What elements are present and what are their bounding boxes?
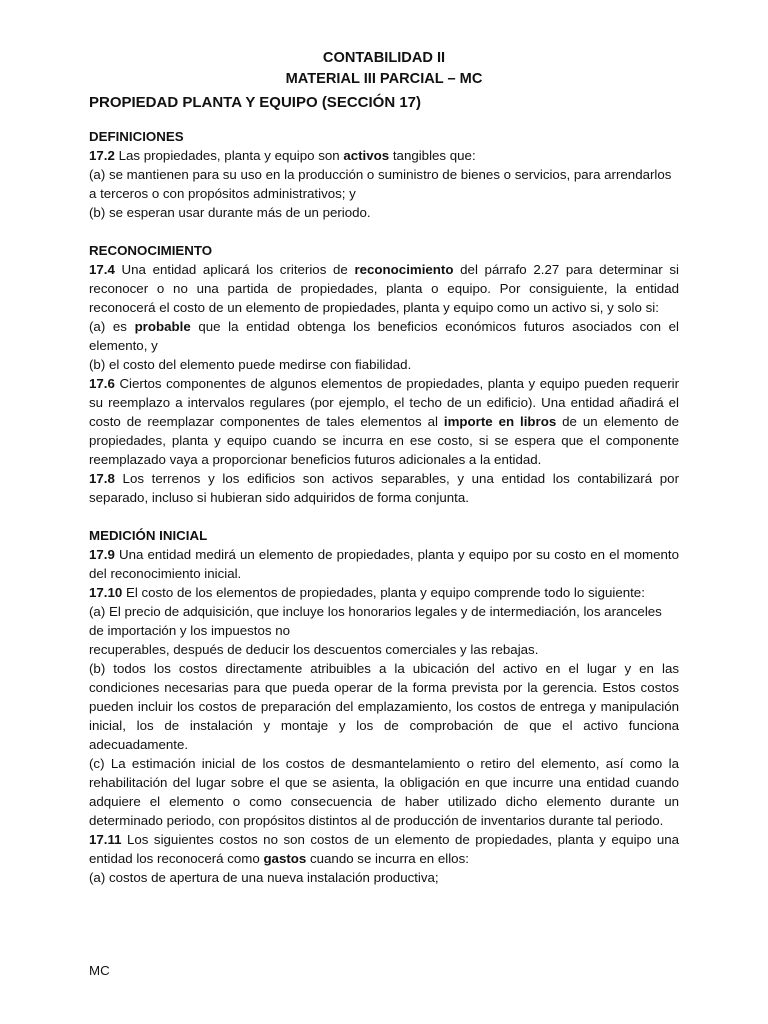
list-item: (a) costos de apertura de una nueva instalación productiva; xyxy=(89,870,439,885)
paragraph-number: 17.10 xyxy=(89,585,123,600)
paragraph-number: 17.4 xyxy=(89,262,115,277)
document-title: PROPIEDAD PLANTA Y EQUIPO (SECCIÓN 17) xyxy=(89,94,421,111)
list-item-continuation: recuperables, después de deducir los descuentos comerciales y las rebajas. xyxy=(89,642,539,657)
list-item: (a) es probable que la entidad obtenga los beneficios económicos futuros asociados con el elemento, y xyxy=(89,319,680,353)
paragraph-number: 17.8 xyxy=(89,471,115,486)
section-heading-definiciones: DEFINICIONES xyxy=(89,129,184,144)
bold-term: activos xyxy=(343,148,390,163)
course-title: CONTABILIDAD II xyxy=(322,50,446,66)
list-item: (a) se mantienen para su uso en la producción o suministro de bienes o servicios, para arrendarlos a terceros o con propósitos administrativos; y xyxy=(89,167,672,201)
paragraph-17-2: 17.2 Las propiedades, planta y equipo son activos tangibles que: xyxy=(89,148,476,163)
page-footer: MC xyxy=(89,963,110,978)
list-item: (b) se esperan usar durante más de un periodo. xyxy=(89,205,371,220)
section-heading-reconocimiento: RECONOCIMIENTO xyxy=(89,243,213,258)
paragraph-17-6: 17.6 Ciertos componentes de algunos elementos de propiedades, planta y equipo pueden requerir su reemplazo a intervalos regulares (por ejemplo, el techo de un edificio). Una entidad añadirá el costo de reemplazar componentes de tales elementos al importe en libros de un elemento de propiedades, planta y equipo cuando se incurra en ese costo, si se espera que el componente reemplazado vaya a proporcionar beneficios futuros adicionales a la entidad. xyxy=(89,376,680,467)
paragraph-17-8: 17.8 Los terrenos y los edificios son activos separables, y una entidad los contabilizará por separado, incluso si hubieran sido adquiridos de forma conjunta. xyxy=(89,471,679,505)
paragraph-17-9: 17.9 Una entidad medirá un elemento de propiedades, planta y equipo por su costo en el momento del reconocimiento inicial. xyxy=(89,547,679,581)
bold-term: reconocimiento xyxy=(354,262,454,277)
list-item: (c) La estimación inicial de los costos de desmantelamiento o retiro del elemento, así como la rehabilitación del lugar sobre el que se asienta, la obligación en que incurre una entidad cuando adquiere el elemento o como consecuencia de haber utilizado dicho elemento durante un determinado periodo, con propósitos distintos al de producción de inventarios durante tal periodo. xyxy=(89,756,679,828)
list-item: (b) todos los costos directamente atribuibles a la ubicación del activo en el lugar y en las condiciones necesarias para que pueda operar de la forma prevista por la gerencia. Estos costos pueden incluir los costos de preparación del emplazamiento, los costos de entrega y manipulación inicial, los de instalación y montaje y los de comprobación de que el activo funciona adecuadamente. xyxy=(89,661,679,752)
bold-term: probable xyxy=(134,319,191,334)
paragraph-number: 17.9 xyxy=(89,547,115,562)
list-item: (a) El precio de adquisición, que incluye los honorarios legales y de intermediación, los aranceles de importación y los impuestos no xyxy=(89,604,662,638)
list-item: (b) el costo del elemento puede medirse con fiabilidad. xyxy=(89,357,412,372)
paragraph-number: 17.2 xyxy=(89,148,115,163)
paragraph-17-11: 17.11 Los siguientes costos no son costos de un elemento de propiedades, planta y equipo una entidad los reconocerá como gastos cuando se incurra en ellos: xyxy=(89,832,679,866)
paragraph-number: 17.6 xyxy=(89,376,115,391)
section-heading-medicion-inicial: MEDICIÓN INICIAL xyxy=(89,528,208,543)
paragraph-17-10: 17.10 El costo de los elementos de propiedades, planta y equipo comprende todo lo siguiente: xyxy=(89,585,645,600)
bold-term: importe en libros xyxy=(443,414,557,429)
material-subtitle: MATERIAL III PARCIAL – MC xyxy=(285,71,483,87)
paragraph-number: 17.11 xyxy=(89,832,122,847)
document-page xyxy=(89,48,679,887)
bold-term: gastos xyxy=(263,851,307,866)
paragraph-17-4: 17.4 Una entidad aplicará los criterios de reconocimiento del párrafo 2.27 para determinar si reconocer o no una partida de propiedades, planta o equipo. Por consiguiente, la entidad reconocerá el costo de un elemento de propiedades, planta y equipo como un activo si, y solo si: xyxy=(89,262,679,315)
